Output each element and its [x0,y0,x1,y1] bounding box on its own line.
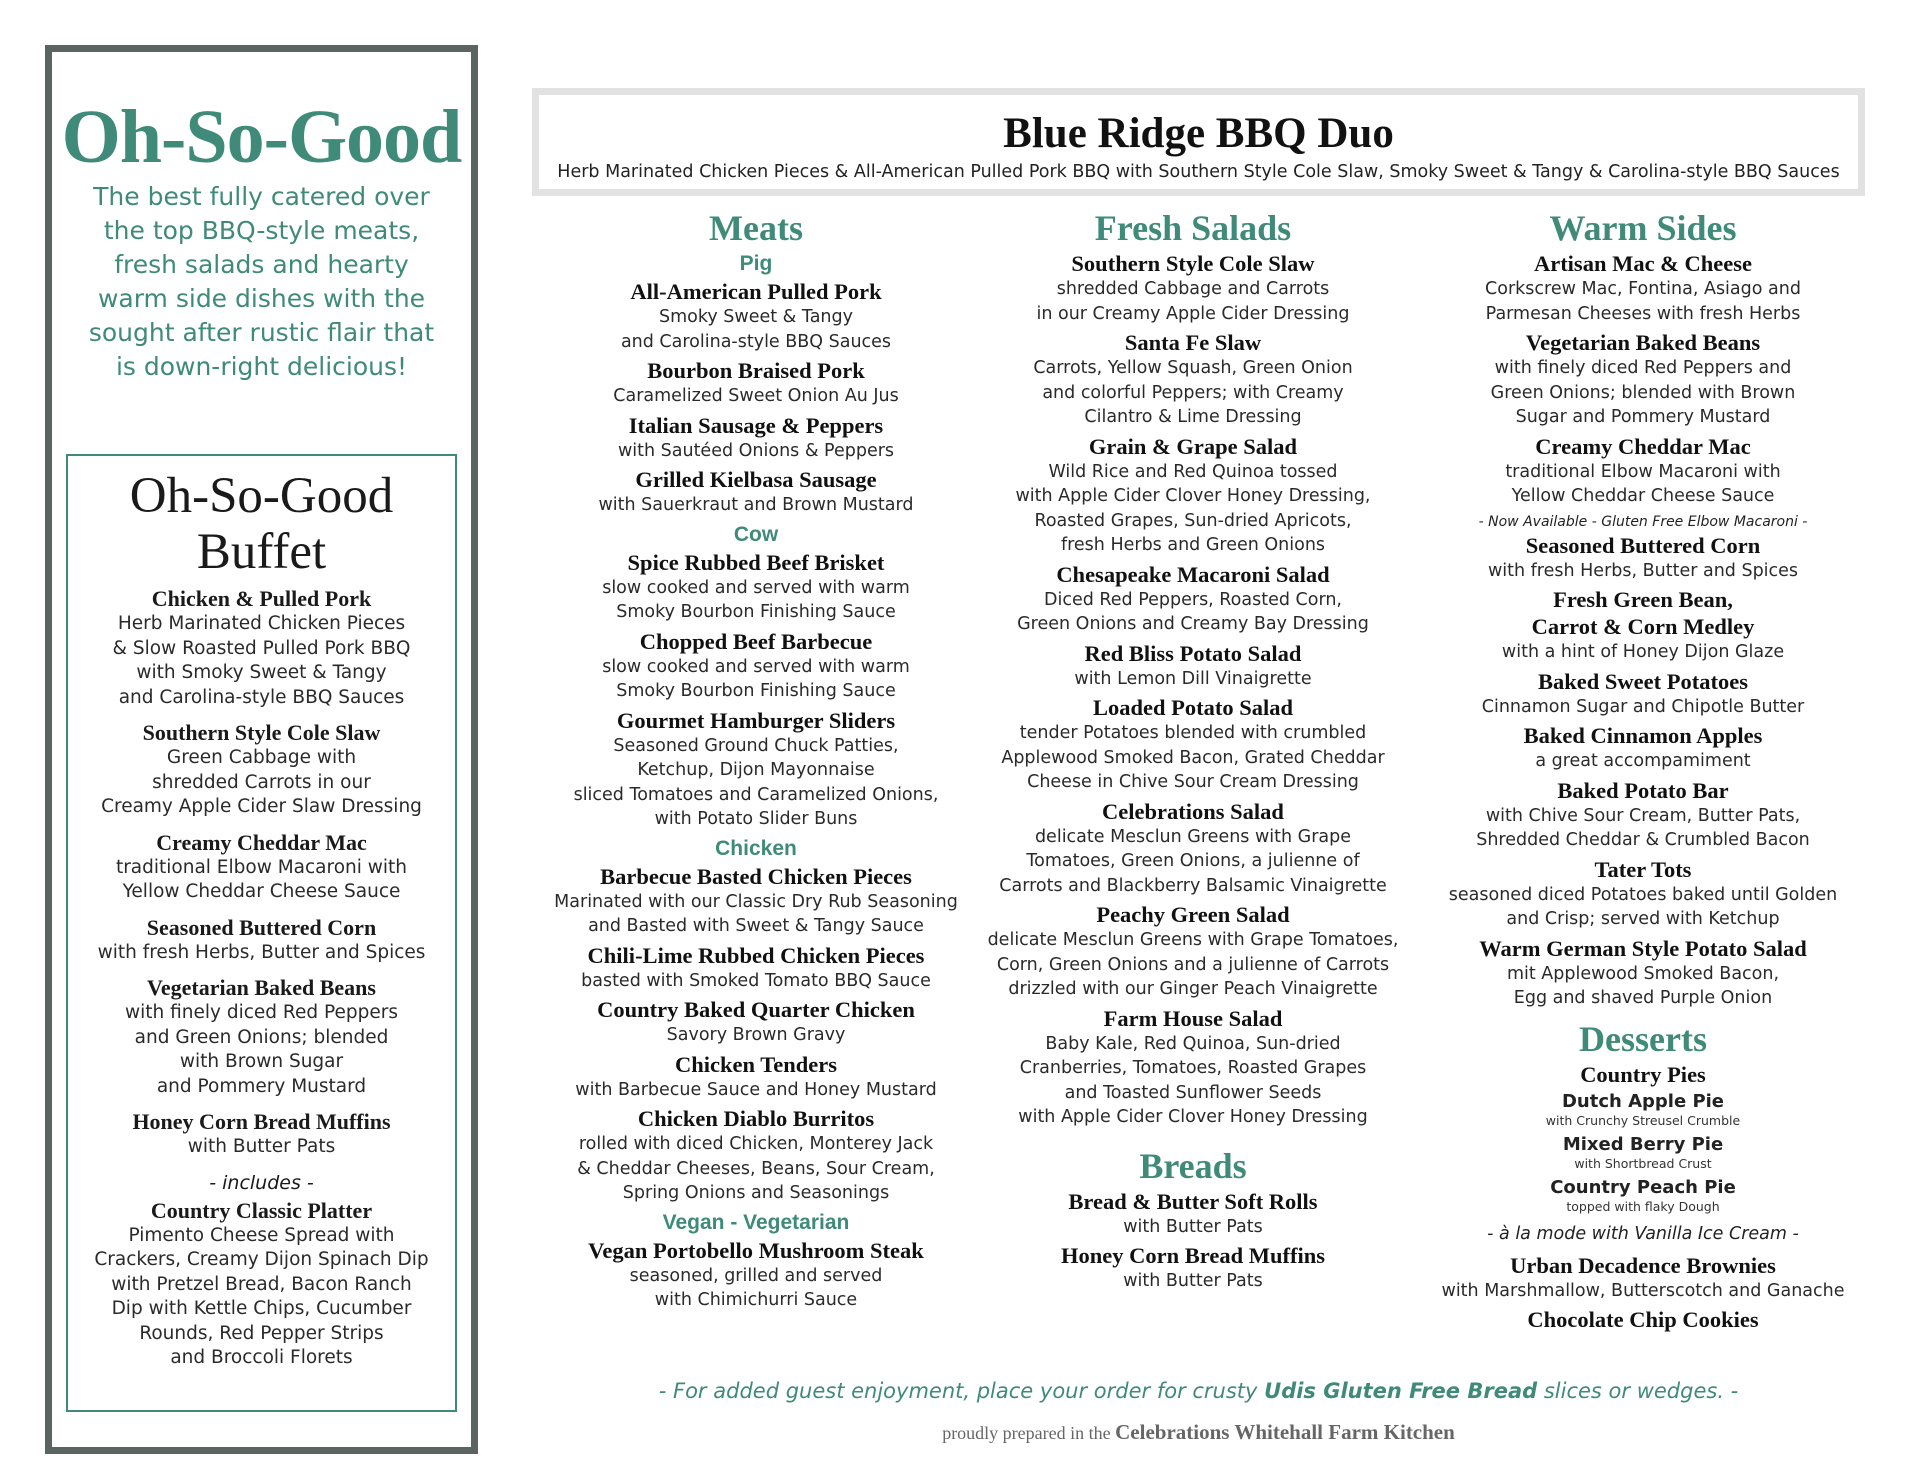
item-name: Tater Tots [1594,856,1692,882]
menu-item [1420,433,1866,509]
menu-item [538,1105,974,1206]
alamode-note: - à la mode with Vanilla Ice Cream - [1487,1223,1799,1244]
item-description: with Butter Pats [1123,1216,1263,1237]
menu-item [538,549,974,625]
menu-item [1420,1252,1866,1304]
item-name: Chesapeake Macaroni Salad [1056,561,1330,587]
menu-item [1420,1177,1866,1214]
item-name: Farm House Salad [1103,1005,1283,1031]
note-before: - For added guest enjoyment, place your order for crusty [658,1379,1265,1403]
item-description: traditional Elbow Macaroni with Yellow Cheddar Cheese Sauce [115,856,408,902]
item-description: Cinnamon Sugar and Chipotle Butter [1481,696,1805,717]
item-name: Artisan Mac & Cheese [1533,251,1753,276]
note-brand: Udis Gluten Free Bread [1264,1379,1538,1403]
item-name: Chili-Lime Rubbed Chicken Pieces [587,942,925,968]
item-description: with Butter Pats [187,1136,336,1157]
gluten-free-bread-note [532,1376,1865,1406]
menu-item [1420,532,1866,584]
menu-item [538,412,974,464]
item-description: Wild Rice and Red Quinoa tossed with Apple Cider Clover Honey Dressing, Roasted Grapes, Sun-dried Apricots, fresh Herbs and Green Onions [1015,461,1371,555]
item-description: with Sautéed Onions & Peppers [617,440,895,461]
menu-item [538,942,974,994]
item-description: with fresh Herbs, Butter and Spices [97,941,426,963]
item-description: basted with Smoked Tomato BBQ Sauce [581,970,931,991]
menu-item [975,1188,1411,1240]
menu-item [1420,722,1866,774]
item-name: Grilled Kielbasa Sausage [635,467,877,492]
item-name: Dutch Apple Pie [1561,1090,1725,1112]
menu-item [1420,856,1866,932]
item-name: Italian Sausage & Peppers [628,412,884,438]
item-description: seasoned diced Potatoes baked until Golden and Crisp; served with Ketchup [1448,884,1838,929]
item-name: Vegetarian Baked Beans [147,975,376,1000]
menu-header [532,88,1865,196]
item-name: Bourbon Braised Pork [647,358,865,383]
item-description: Carrots, Yellow Squash, Green Onion and colorful Peppers; with Creamy Cilantro & Lime Dressing [1033,358,1353,427]
menu-item [975,433,1411,558]
pies-heading [1420,1061,1866,1088]
item-name: Seasoned Buttered Corn [1525,532,1761,558]
item-description: shredded Cabbage and Carrots in our Creamy Apple Cider Dressing [1036,279,1350,324]
menu-item [68,1109,455,1160]
item-name: Red Bliss Potato Salad [1084,640,1302,666]
platter-desc: Pimento Cheese Spread with Crackers, Creamy Dijon Spinach Dip with Pretzel Bread, Bacon Ranch Dip with Kettle Chips, Cucumber Rounds, Red Pepper Strips and Broccoli Florets [94,1224,429,1368]
note-after: slices or wedges. - [1537,1379,1739,1403]
item-description: Herb Marinated Chicken Pieces & Slow Roasted Pulled Pork BBQ with Smoky Sweet & Tangy and Carolina-style BBQ Sauces [112,613,411,708]
item-name: Seasoned Buttered Corn [146,914,377,940]
item-name: Santa Fe Slaw [1124,330,1262,355]
menu-item [1420,250,1866,326]
menu-item [975,798,1411,899]
item-name: Chicken Tenders [675,1051,837,1077]
desserts-title: Desserts [1579,1018,1707,1059]
vegan-subsection: Vegan - Vegetarian [662,1210,850,1234]
buffet-title-text: Oh-So-Good Buffet [129,468,394,580]
item-description: Corkscrew Mac, Fontina, Asiago and Parmesan Cheeses with fresh Herbs [1485,279,1801,324]
item-name: Grain & Grape Salad [1088,433,1298,459]
menu-item [1420,777,1866,853]
item-name: Chicken Diablo Burritos [637,1106,875,1131]
item-description: Seasoned Ground Chuck Patties, Ketchup, Dijon Mayonnaise sliced Tomatoes and Caramelized Onions, with Potato Slider Buns [573,735,939,829]
item-description: Diced Red Peppers, Roasted Corn, Green Onions and Creamy Bay Dressing [1017,589,1369,634]
item-description: mit Applewood Smoked Bacon, Egg and shaved Purple Onion [1506,963,1780,1008]
item-name: Celebrations Salad [1102,798,1284,824]
item-description: topped with flaky Dough [1566,1198,1720,1214]
sides-list-2 [1420,532,1866,1011]
kitchen-credit [532,1418,1865,1447]
chicken-list [538,863,974,1206]
item-name: Urban Decadence Brownies [1510,1252,1776,1278]
item-name: Vegetarian Baked Beans [1525,330,1761,355]
menu-item [975,694,1411,795]
item-description: with finely diced Red Peppers and Green Onions; blended with Brown Sugar and Pommery Mustard [1490,358,1796,427]
item-name: Peachy Green Salad [1096,902,1290,927]
chicken-subsection: Chicken [715,836,797,860]
item-description: with Butter Pats [1123,1271,1263,1291]
item-name: Baked Cinnamon Apples [1523,723,1763,748]
item-description: delicate Mesclun Greens with Grape Tomatoes, Green Onions, a julienne of Carrots and Blackberry Balsamic Vinaigrette [999,826,1387,896]
menu-item [975,1005,1411,1130]
menu-item [538,628,974,704]
menu-item [1420,1306,1866,1333]
item-description: with fresh Herbs, Butter and Spices [1487,560,1799,581]
item-description: with finely diced Red Peppers and Green Onions; blended with Brown Sugar and Pommery Mustard [125,1002,398,1097]
menu-item [538,863,974,939]
item-description: seasoned, grilled and served with Chimichurri Sauce [629,1265,883,1310]
sides-title: Warm Sides [1549,208,1737,248]
salads-list [975,250,1411,1130]
item-description: slow cooked and served with warm Smoky Bourbon Finishing Sauce [602,577,910,622]
menu-item [1420,586,1866,665]
cow-list [538,549,974,832]
menu-item [538,707,974,832]
credit-kitchen-name: Celebrations Whitehall Farm Kitchen [1115,1420,1455,1444]
menu-item [1420,668,1866,720]
item-description: delicate Mesclun Greens with Grape Tomatoes, Corn, Green Onions and a julienne of Carrots drizzled with our Ginger Peach Vinaigrette [987,930,1399,999]
pig-list [538,278,974,518]
item-name: Honey Corn Bread Muffins [1061,1243,1325,1268]
item-description: with Sauerkraut and Brown Mustard [598,495,914,515]
sides-column [1420,206,1866,1336]
item-description: a great accompamiment [1535,751,1751,771]
item-name: Creamy Cheddar Mac [156,829,367,855]
item-name: All-American Pulled Pork [630,279,882,304]
item-description: with a hint of Honey Dijon Glaze [1501,642,1785,662]
menu-item [975,1242,1411,1294]
item-name: Chopped Beef Barbecue [639,628,873,654]
menu-item [1420,1091,1866,1128]
item-name: Baked Sweet Potatoes [1538,668,1748,694]
pig-subsection: Pig [739,252,773,275]
item-description: with Barbecue Sauce and Honey Mustard [575,1079,937,1100]
gluten-free-note: - Now Available - Gluten Free Elbow Macaroni - [1478,513,1808,530]
item-description: with Crunchy Streusel Crumble [1545,1112,1741,1128]
item-name: Vegan Portobello Mushroom Steak [588,1237,924,1263]
item-description: Caramelized Sweet Onion Au Jus [613,386,899,406]
brand-title: Oh-So-Good [61,95,462,179]
item-name: Bread & Butter Soft Rolls [1068,1188,1318,1214]
item-description: Green Cabbage with shredded Carrots in our Creamy Apple Cider Slaw Dressing [101,747,422,817]
platter-item [68,1198,455,1371]
buffet-box [66,454,457,1412]
item-description: with Shortbread Crust [1574,1155,1712,1171]
item-description: with Marshmallow, Butterscotch and Ganache [1441,1280,1845,1301]
desserts-list [1420,1252,1866,1334]
menu-item [68,975,455,1099]
menu-item [975,561,1411,637]
item-name: Chocolate Chip Cookies [1527,1307,1759,1332]
menu-item [1420,935,1866,1011]
menu-item [538,996,974,1048]
item-description: Baby Kale, Red Quinoa, Sun-dried Cranberries, Tomatoes, Roasted Grapes and Toasted Sunflower Seeds with Apple Cider Clover Honey Dressing [1018,1033,1368,1127]
item-name: Creamy Cheddar Mac [1535,433,1751,459]
includes-label: - includes - [209,1171,314,1194]
meats-column [538,206,974,1316]
item-name: Baked Potato Bar [1557,777,1729,803]
item-description: rolled with diced Chicken, Monterey Jack & Cheddar Cheeses, Beans, Sour Cream, Spring Onions and Seasonings [577,1134,935,1203]
menu-title: Blue Ridge BBQ Duo [1003,110,1394,157]
menu-item [538,1051,974,1103]
menu-item [1420,329,1866,430]
item-description: with Chive Sour Cream, Butter Pats, Shredded Cheddar & Crumbled Bacon [1476,805,1810,850]
platter-name: Country Classic Platter [150,1197,373,1223]
salads-title: Fresh Salads [1094,208,1292,248]
item-name: Gourmet Hamburger Sliders [616,707,896,733]
item-name: Fresh Green Bean, Carrot & Corn Medley [1531,587,1755,639]
pies-list [1420,1091,1866,1214]
menu-item [975,329,1411,430]
item-name: Mixed Berry Pie [1562,1133,1724,1155]
menu-item [538,466,974,518]
credit-prefix: proudly prepared in the [942,1423,1116,1443]
menu-item [538,278,974,354]
menu-item [1420,1134,1866,1171]
menu-item [68,586,455,710]
item-name: Spice Rubbed Beef Brisket [627,549,885,575]
menu-item [68,830,455,905]
item-name: Loaded Potato Salad [1092,695,1294,720]
item-description: Savory Brown Gravy [666,1025,846,1045]
item-description: Marinated with our Classic Dry Rub Seasoning and Basted with Sweet & Tangy Sauce [554,891,958,936]
item-name: Southern Style Cole Slaw [1071,251,1315,276]
sides-list [1420,250,1866,509]
buffet-list [68,586,455,1160]
item-name: Country Baked Quarter Chicken [597,997,915,1022]
item-description: traditional Elbow Macaroni with Yellow Cheddar Cheese Sauce [1505,461,1781,506]
meats-title: Meats [709,208,803,248]
item-name: Warm German Style Potato Salad [1479,935,1807,961]
menu-item [538,1237,974,1313]
item-name: Chicken & Pulled Pork [151,586,372,611]
item-description: tender Potatoes blended with crumbled Applewood Smoked Bacon, Grated Cheddar Cheese in Chive Sour Cream Dressing [1001,723,1385,792]
menu-item [68,915,455,966]
menu-item [538,357,974,409]
vegan-list [538,1237,974,1313]
buffet-title [68,468,455,580]
item-description: with Lemon Dill Vinaigrette [1074,668,1312,689]
pies-title: Country Pies [1580,1061,1706,1087]
menu-item [975,640,1411,692]
menu-item [68,720,455,820]
item-name: Barbecue Basted Chicken Pieces [600,863,912,889]
cow-subsection: Cow [733,522,779,546]
menu-item [975,250,1411,326]
salads-column [975,206,1411,1297]
item-description: slow cooked and served with warm Smoky Bourbon Finishing Sauce [602,656,910,701]
sidebar-panel [45,45,478,1454]
item-name: Southern Style Cole Slaw [142,720,381,745]
breads-title: Breads [1139,1145,1247,1186]
menu-subtitle: Herb Marinated Chicken Pieces & All-American Pulled Pork BBQ with Southern Style Cole Slaw, Smoky Sweet & Tangy & Carolina-style BBQ Sauces [557,162,1840,182]
item-name: Honey Corn Bread Muffins [132,1109,391,1134]
breads-list [975,1188,1411,1294]
item-description: Smoky Sweet & Tangy and Carolina-style BBQ Sauces [620,307,892,352]
menu-item [975,901,1411,1002]
item-name: Country Peach Pie [1550,1176,1736,1198]
brand-tagline: The best fully catered over the top BBQ-style meats, fresh salads and hearty warm side dishes with the sought after rustic flair that is down-right delicious! [88,182,435,381]
